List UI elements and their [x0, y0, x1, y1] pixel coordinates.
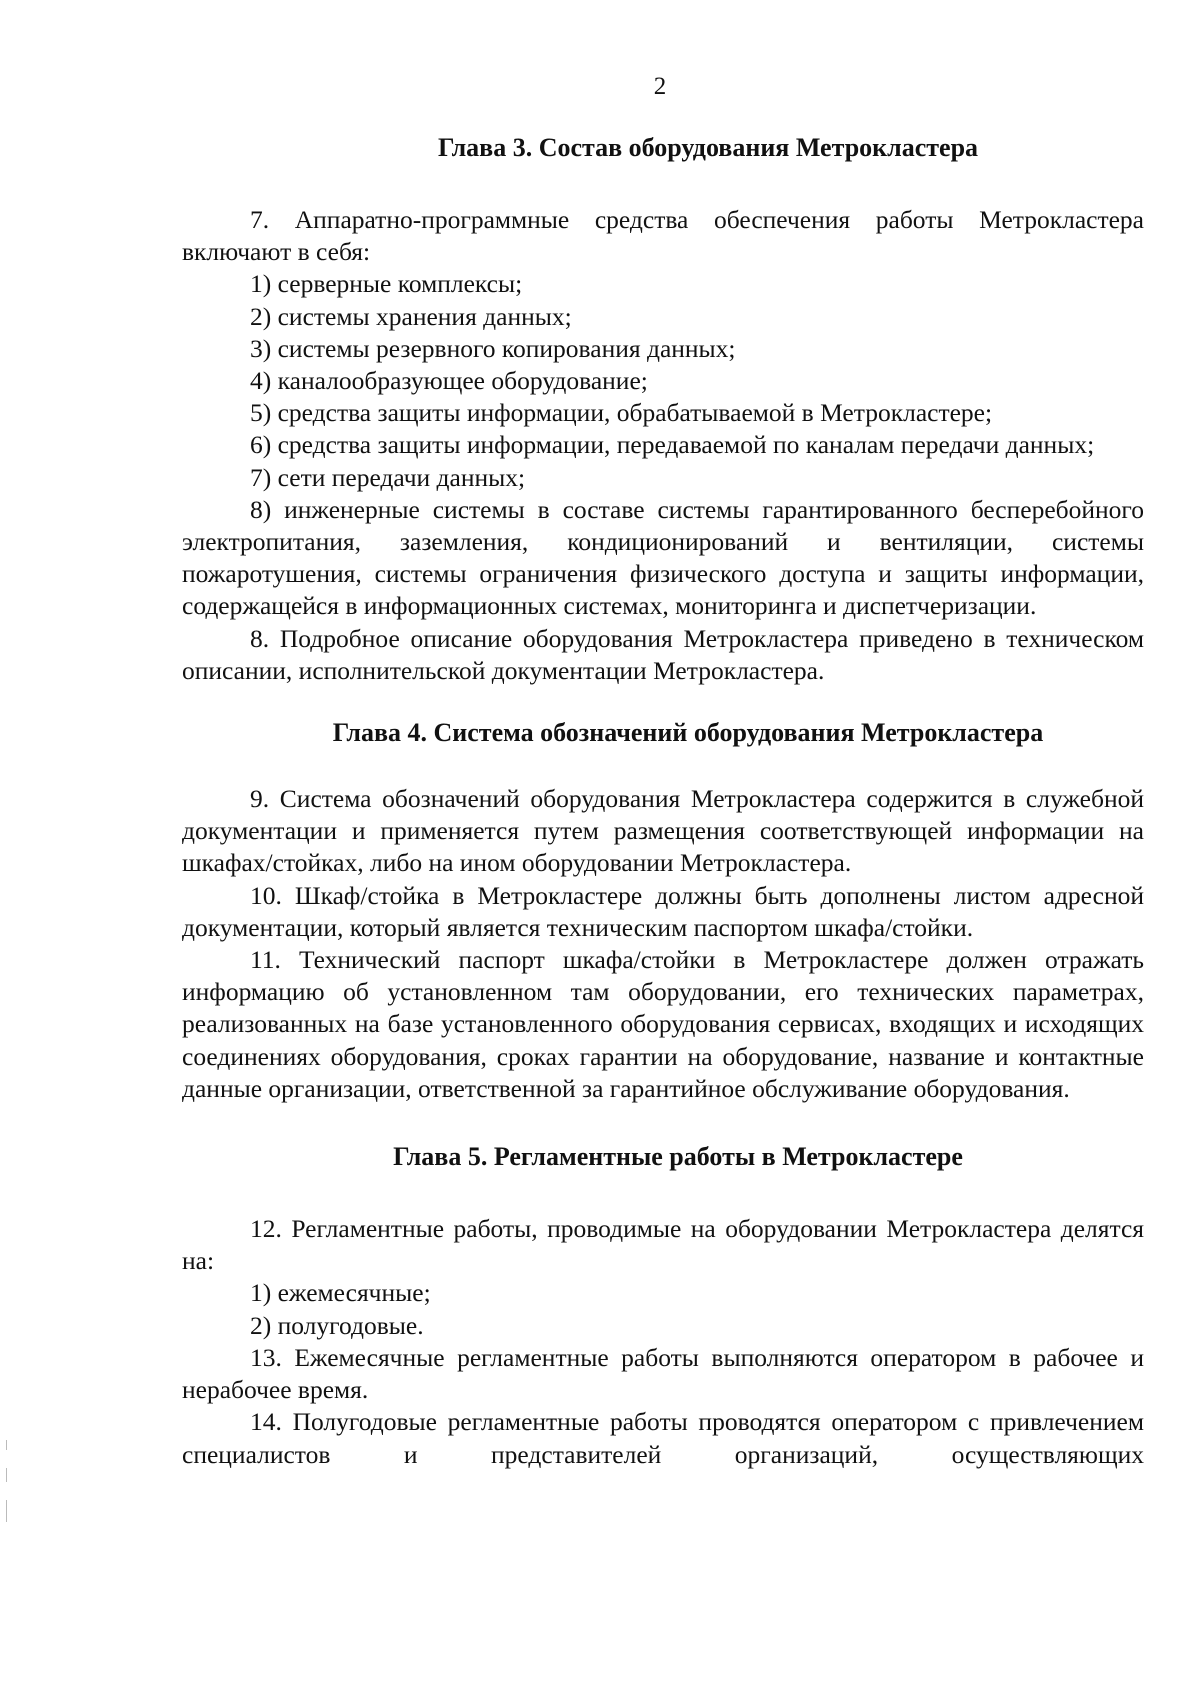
- chapter-4: [182, 717, 1144, 1105]
- scan-artifact: [6, 1468, 7, 1482]
- paragraph-8: 8. Подробное описание оборудования Метрокластера приведено в техническом описании, исполнительской документации Метрокластера.: [182, 623, 1144, 685]
- list-item: 8) инженерные системы в составе системы гарантированного бесперебойного электропитания, заземления, кондиционирований и вентиляции, системы пожаротушения, системы ограничения физического доступа и защиты информации, содержащейся в информационных системах, мониторинга и диспетчеризации.: [182, 494, 1144, 621]
- scan-artifact: [6, 1500, 7, 1522]
- chapter-5: [182, 1141, 1144, 1471]
- paragraph-13: 13. Ежемесячные регламентные работы выполняются оператором в рабочее и нерабочее время.: [182, 1342, 1144, 1405]
- chapter-3: [182, 132, 1144, 687]
- chapter-5-heading: Глава 5. Регламентные работы в Метрокластере: [393, 1142, 963, 1172]
- list-item: 2) системы хранения данных;: [250, 301, 572, 331]
- paragraph-12: 12. Регламентные работы, проводимые на оборудовании Метрокластера делятся на:: [182, 1214, 1144, 1276]
- list-item: 1) ежемесячные;: [250, 1278, 431, 1308]
- scan-artifact: [6, 1440, 7, 1450]
- chapter-4-heading: Глава 4. Система обозначений оборудования Метрокластера: [332, 718, 1044, 748]
- list-item: 5) средства защиты информации, обрабатываемой в Метрокластере;: [250, 398, 993, 428]
- list-item: 7) сети передачи данных;: [250, 462, 526, 492]
- list-item: 3) системы резервного копирования данных;: [250, 333, 736, 363]
- paragraph-9: 9. Система обозначений оборудования Метрокластера содержится в служебной документации и применяется путем размещения соответствующей информации на шкафах/стойках, либо на ином оборудовании Метрокластера.: [182, 784, 1144, 878]
- list-item: 6) средства защиты информации, передаваемой по каналам передачи данных;: [250, 430, 1095, 460]
- list-item: 2) полугодовые.: [250, 1310, 424, 1340]
- document-body: [182, 128, 1144, 1471]
- list-item: 1) серверные комплексы;: [250, 269, 523, 299]
- chapter-3-heading: Глава 3. Состав оборудования Метрокластера: [437, 133, 979, 162]
- list-item: 4) каналообразующее оборудование;: [250, 366, 648, 396]
- paragraph-14: 14. Полугодовые регламентные работы проводятся оператором с привлечением специалистов и представителей организаций, осуществляющих: [182, 1407, 1144, 1469]
- paragraph-10: 10. Шкаф/стойка в Метрокластере должны быть дополнены листом адресной документации, который является техническим паспортом шкафа/стойки.: [182, 880, 1144, 942]
- page-number: 2: [653, 73, 667, 100]
- paragraph-11: 11. Технический паспорт шкафа/стойки в Метрокластере должен отражать информацию об установленном там оборудовании, его технических параметрах, реализованных на базе установленного оборудования сервисах, входящих и исходящих соединениях оборудования, сроках гарантии на оборудование, название и контактные данные организации, ответственной за гарантийное обслуживание оборудования.: [182, 945, 1144, 1103]
- paragraph-7: 7. Аппаратно-программные средства обеспечения работы Метрокластера включают в себя:: [182, 205, 1144, 267]
